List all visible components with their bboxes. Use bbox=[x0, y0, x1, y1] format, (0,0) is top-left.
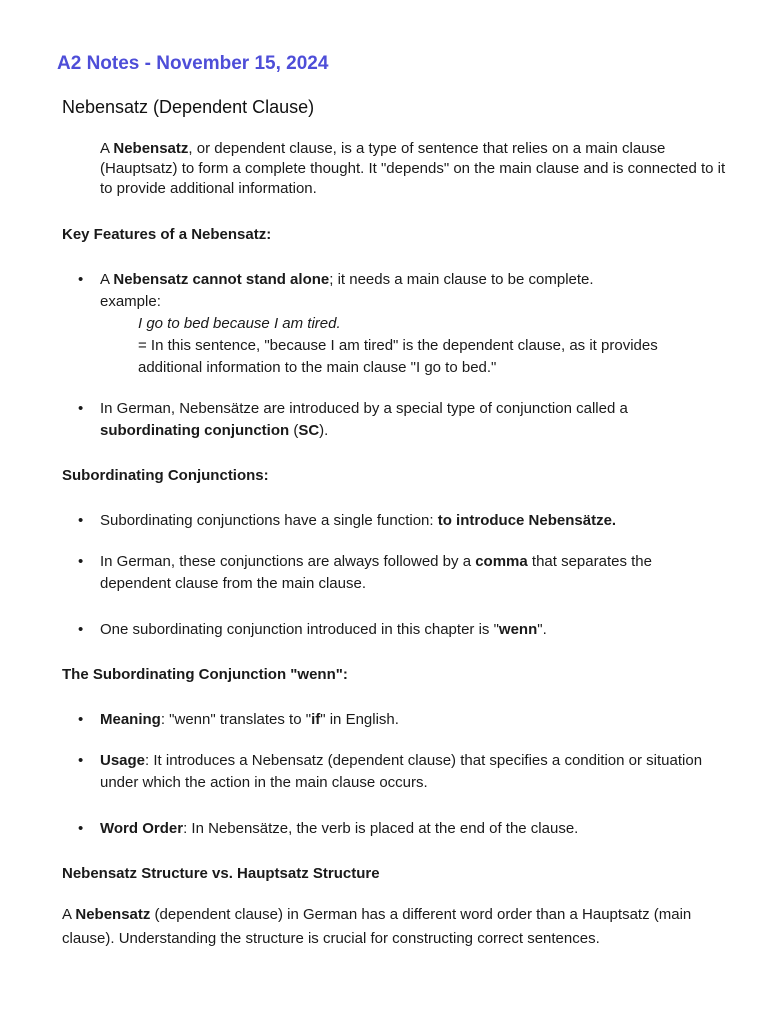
meaning-text-1: : "wenn" translates to " bbox=[160, 711, 312, 728]
section-title-nebensatz: Nebensatz (Dependent Clause) bbox=[62, 97, 315, 117]
structure-text-2: (dependent clause) in German has a different word order than a Hauptsatz (main clause). Understanding the structure is crucial for constructing correct sentences. bbox=[62, 906, 692, 947]
introduced-by-sc-bold-sc: SC bbox=[298, 422, 320, 439]
list-item-introduced-by-sc bbox=[100, 398, 725, 442]
intro-paragraph bbox=[100, 139, 730, 199]
usage-text: : It introduces a Nebensatz (dependent clause) that specifies a condition or situation under which the action in the main clause occurs. bbox=[100, 752, 703, 791]
list-item-comma bbox=[100, 551, 725, 595]
list-item-single-function bbox=[100, 510, 725, 532]
cannot-stand-alone-bold: Nebensatz cannot stand alone bbox=[113, 271, 330, 288]
cannot-stand-alone-text-2: ; it needs a main clause to be complete. bbox=[329, 271, 594, 288]
intro-bold-nebensatz: Nebensatz bbox=[113, 140, 189, 157]
list-item-meaning bbox=[100, 709, 725, 731]
document-title: A2 Notes - November 15, 2024 bbox=[57, 53, 329, 74]
single-function-bold: to introduce Nebensätze. bbox=[437, 512, 617, 529]
introduced-by-sc-text-2: ( bbox=[289, 422, 299, 439]
single-function-text-1: Subordinating conjunctions have a single function: bbox=[100, 512, 438, 529]
wenn-introduced-text-1: One subordinating conjunction introduced in this chapter is " bbox=[100, 621, 499, 638]
meaning-bold-label: Meaning bbox=[100, 711, 161, 728]
comma-text-2: that separates the dependent clause from the main clause. bbox=[100, 553, 652, 592]
wenn-introduced-text-2: ". bbox=[537, 621, 547, 638]
structure-bold-nebensatz: Nebensatz bbox=[75, 906, 151, 923]
list-item-wenn-introduced bbox=[100, 619, 725, 641]
heading-subordinating-conjunctions: Subordinating Conjunctions: bbox=[62, 467, 269, 484]
example-sentence: I go to bed because I am tired. bbox=[138, 315, 341, 332]
meaning-bold-if: if bbox=[311, 711, 321, 728]
heading-structure: Nebensatz Structure vs. Hauptsatz Structure bbox=[62, 865, 380, 882]
wenn-introduced-bold: wenn bbox=[498, 621, 538, 638]
structure-paragraph bbox=[62, 903, 722, 951]
intro-text-2: , or dependent clause, is a type of sentence that relies on a main clause (Hauptsatz) to form a complete thought. It "depends" on the main clause and is connected to it to provide additional information. bbox=[100, 140, 726, 197]
cannot-stand-alone-line bbox=[100, 269, 725, 291]
word-order-text: : In Nebensätze, the verb is placed at the end of the clause. bbox=[183, 820, 579, 837]
cannot-stand-alone-text-1: A bbox=[100, 271, 114, 288]
meaning-text-2: " in English. bbox=[320, 711, 399, 728]
example-explanation: = In this sentence, "because I am tired" is the dependent clause, as it provides additional information to the main clause "I go to bed." bbox=[138, 337, 658, 376]
heading-wenn: The Subordinating Conjunction "wenn": bbox=[62, 666, 348, 683]
usage-bold-label: Usage bbox=[100, 752, 146, 769]
example-label: example: bbox=[100, 293, 161, 310]
structure-text-1: A bbox=[62, 906, 76, 923]
intro-text-1: A bbox=[100, 140, 114, 157]
comma-text-1: In German, these conjunctions are always followed by a bbox=[100, 553, 476, 570]
example-block bbox=[138, 313, 725, 379]
comma-bold: comma bbox=[475, 553, 528, 570]
introduced-by-sc-bold-sc-name: subordinating conjunction bbox=[100, 422, 290, 439]
heading-key-features: Key Features of a Nebensatz: bbox=[62, 226, 272, 243]
introduced-by-sc-text-3: ). bbox=[319, 422, 329, 439]
list-item-word-order bbox=[100, 818, 725, 840]
introduced-by-sc-text-1: In German, Nebensätze are introduced by a special type of conjunction called a bbox=[100, 400, 628, 417]
word-order-bold-label: Word Order bbox=[100, 820, 184, 837]
list-item-cannot-stand-alone bbox=[100, 269, 725, 379]
list-item-usage bbox=[100, 750, 725, 794]
